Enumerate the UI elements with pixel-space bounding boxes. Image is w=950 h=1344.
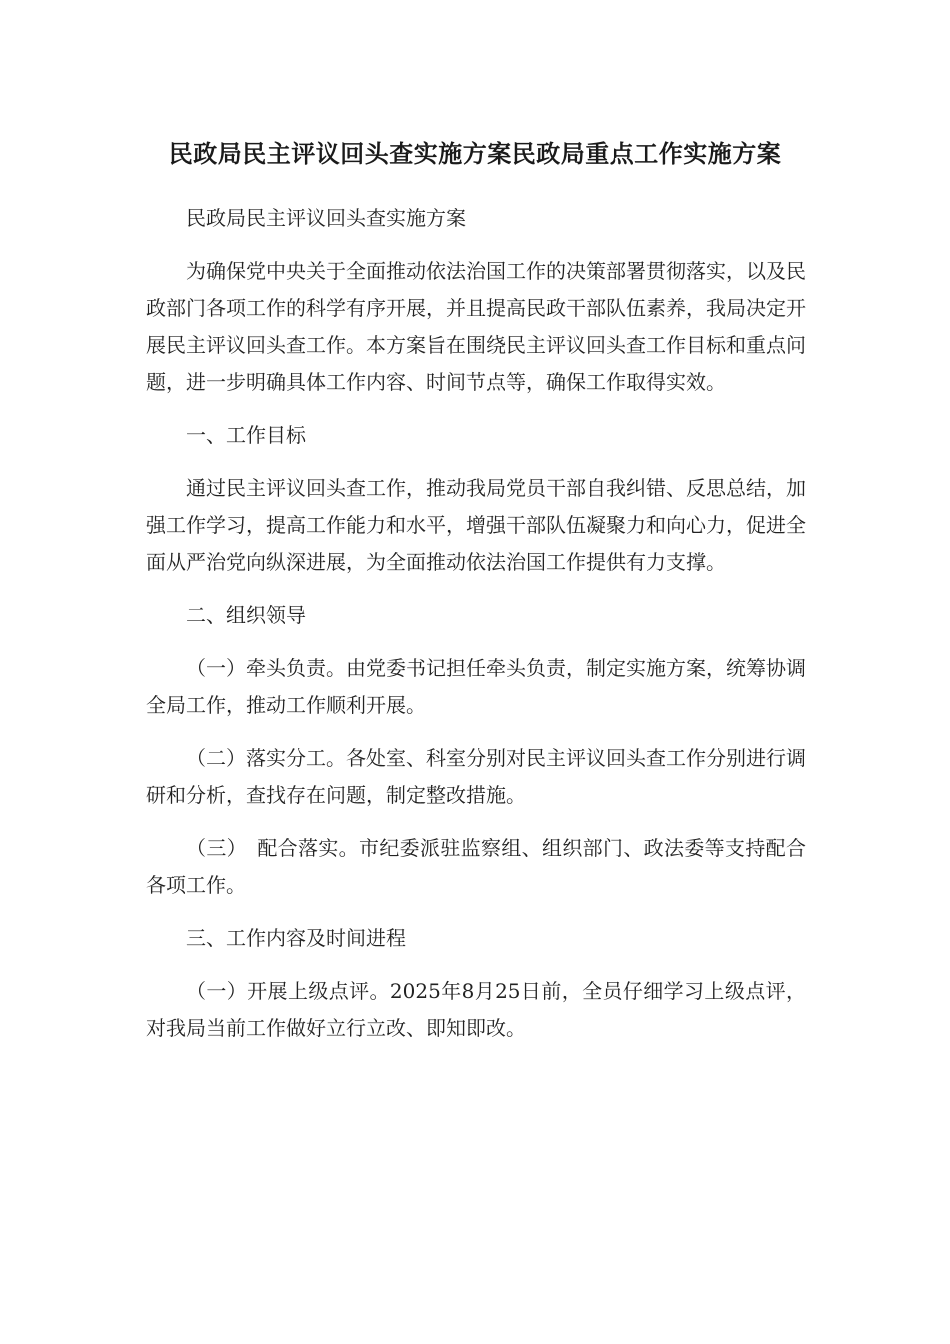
section-heading-content-timeline: 三、工作内容及时间进程 <box>186 926 406 950</box>
section-heading-leadership: 二、组织领导 <box>186 603 306 627</box>
document-title: 民政局民主评议回头查实施方案民政局重点工作实施方案 <box>168 140 782 168</box>
section-heading-goals: 一、工作目标 <box>186 423 306 447</box>
content-item-1: （一）开展上级点评。2025年8月25日前，全员仔细学习上级点评，对我局当前工作做好立行立改、即知即改。 <box>146 979 806 1040</box>
leadership-item-2: （二）落实分工。各处室、科室分别对民主评议回头查工作分别进行调研和分析，查找存在问题，制定整改措施。 <box>146 746 806 807</box>
leadership-item-1: （一）牵头负责。由党委书记担任牵头负责，制定实施方案，统筹协调全局工作，推动工作顺利开展。 <box>146 656 806 717</box>
leadership-item-3: （三） 配合落实。市纪委派驻监察组、组织部门、政法委等支持配合各项工作。 <box>146 836 806 897</box>
goals-paragraph: 通过民主评议回头查工作，推动我局党员干部自我纠错、反思总结，加强工作学习，提高工作能力和水平，增强干部队伍凝聚力和向心力，促进全面从严治党向纵深进展，为全面推动依法治国工作提供有力支撑。 <box>146 476 806 574</box>
subtitle-paragraph: 民政局民主评议回头查实施方案 <box>186 206 466 230</box>
document-body <box>146 200 806 1063</box>
intro-paragraph: 为确保党中央关于全面推动依法治国工作的决策部署贯彻落实，以及民政部门各项工作的科学有序开展，并且提高民政干部队伍素养，我局决定开展民主评议回头查工作。本方案旨在围绕民主评议回头查工作目标和重点问题，进一步明确具体工作内容、时间节点等，确保工作取得实效。 <box>146 259 806 394</box>
